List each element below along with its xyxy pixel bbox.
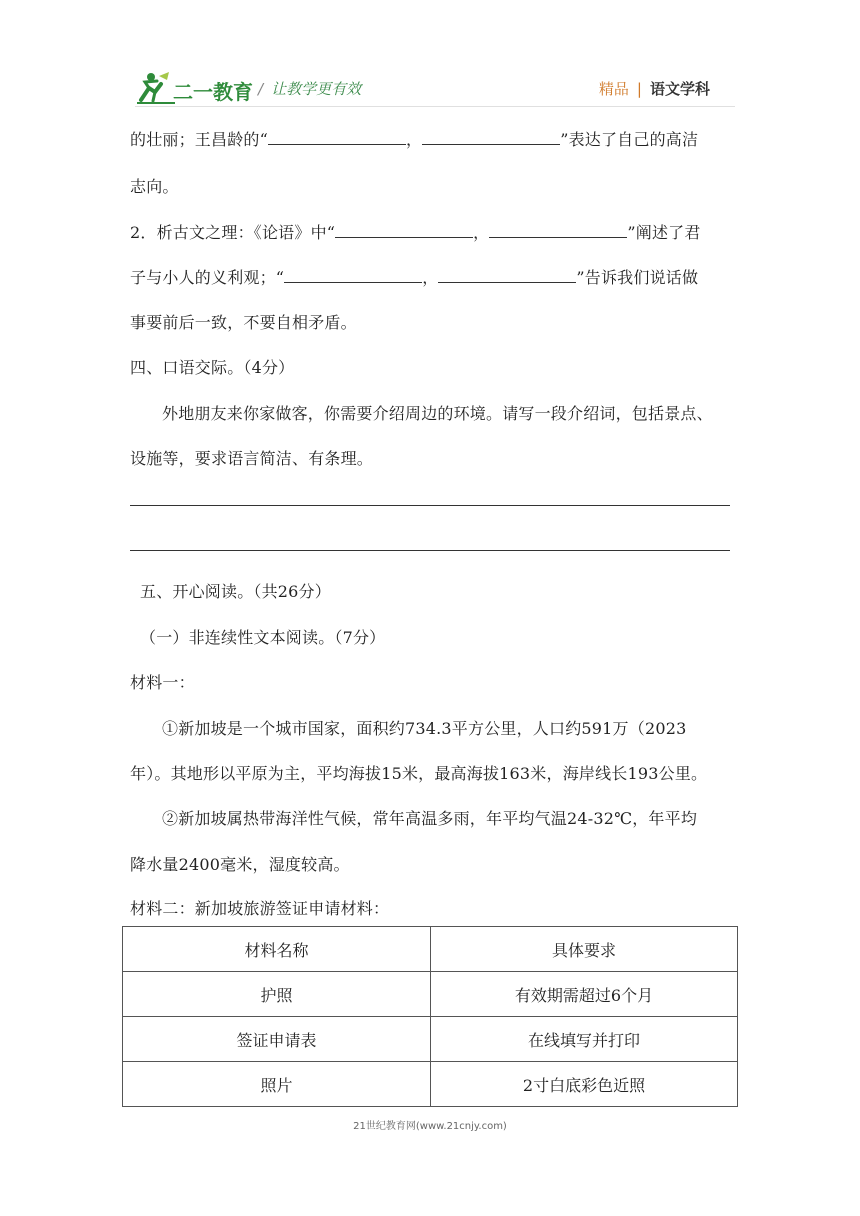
- table-row: [123, 1062, 738, 1107]
- table-row: [123, 1017, 738, 1062]
- page-header: [0, 0, 860, 110]
- text-line: 事要前后一致，不要自相矛盾。: [130, 313, 357, 332]
- answer-blank[interactable]: [489, 221, 627, 238]
- section-heading: 四、口语交际。（4分）: [130, 358, 295, 377]
- header-subject: 精品 | 语文学科: [598, 80, 710, 98]
- table-header-row: [123, 927, 738, 972]
- text-line: 设施等，要求语言简洁、有条理。: [130, 449, 374, 468]
- text-line: 年）。其地形以平原为主，平均海拔15米，最高海拔163米，海岸线长193公里。: [130, 764, 708, 783]
- text-line: 的壮丽；王昌龄的“ ， ”表达了自己的高洁: [130, 130, 699, 149]
- text-line: ①新加坡是一个城市国家，面积约734.3平方公里，人口约591万（2023: [162, 719, 687, 738]
- table-cell: 有效期需超过6个月: [431, 972, 738, 1017]
- answer-blank[interactable]: [335, 221, 473, 238]
- logo-text: 二一教育: [173, 80, 253, 104]
- table-cell: 在线填写并打印: [431, 1017, 738, 1062]
- visa-materials-table: [122, 926, 738, 1107]
- section-heading: 五、开心阅读。（共26分）: [140, 582, 331, 601]
- table-cell: 照片: [123, 1062, 431, 1107]
- page-footer: 21世纪教育网(www.21cnjy.com): [353, 1121, 507, 1132]
- quality-tag: 精品: [598, 80, 629, 98]
- logo: [135, 70, 260, 106]
- header-divider: [135, 106, 735, 107]
- text-line: 志向。: [130, 177, 179, 196]
- table-cell: 护照: [123, 972, 431, 1017]
- table-header: 材料名称: [123, 927, 431, 972]
- answer-blank[interactable]: [284, 266, 422, 283]
- table-row: [123, 972, 738, 1017]
- answer-blank[interactable]: [268, 128, 406, 145]
- subsection-heading: （一）非连续性文本阅读。（7分）: [140, 628, 386, 647]
- material-title: 材料二：新加坡旅游签证申请材料：: [130, 899, 390, 918]
- answer-blank[interactable]: [422, 128, 560, 145]
- table-cell: 2寸白底彩色近照: [431, 1062, 738, 1107]
- text-line: 外地朋友来你家做客，你需要介绍周边的环境。请写一段介绍词，包括景点、: [162, 404, 713, 423]
- text-line: 子与小人的义利观；“ ， ”告诉我们说话做: [130, 268, 699, 287]
- text-line: ②新加坡属热带海洋性气候，常年高温多雨，年平均气温24-32℃，年平均: [162, 809, 698, 828]
- text-line: 2．析古文之理：《论语》中“ ， ”阐述了君: [130, 223, 701, 242]
- subject-label: 语文学科: [649, 80, 710, 98]
- table-cell: 签证申请表: [123, 1017, 431, 1062]
- material-title: 材料一：: [130, 673, 195, 692]
- text-line: 降水量2400毫米，湿度较高。: [130, 855, 350, 874]
- answer-line[interactable]: [130, 505, 730, 506]
- answer-blank[interactable]: [438, 266, 576, 283]
- table-header: 具体要求: [431, 927, 738, 972]
- answer-line[interactable]: [130, 550, 730, 551]
- slogan: / 让教学更有效: [258, 80, 362, 98]
